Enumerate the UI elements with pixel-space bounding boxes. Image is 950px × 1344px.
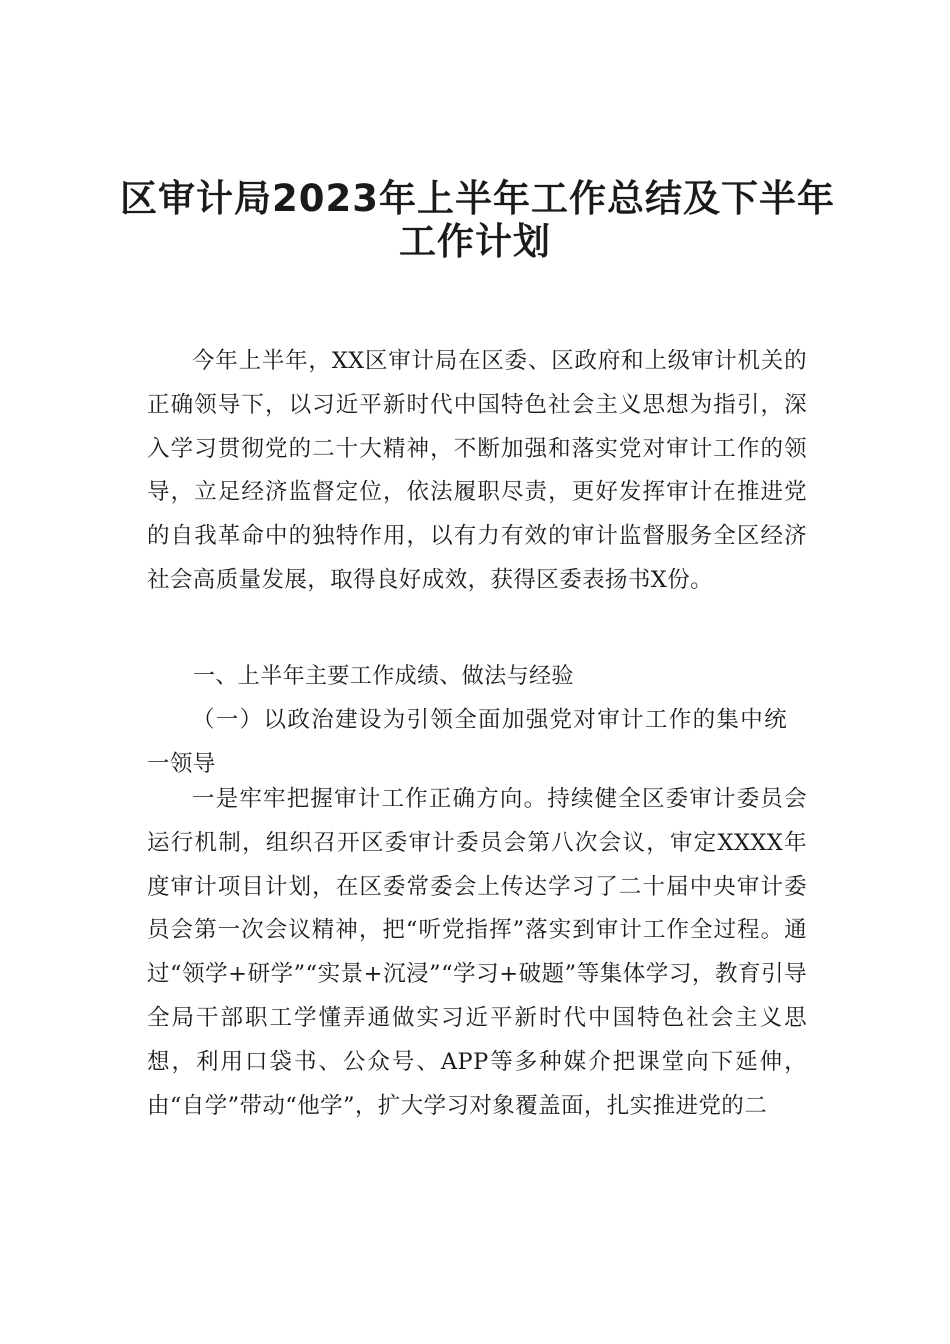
body-paragraph-1: 一是牢牢把握审计工作正确方向。持续健全区委审计委员会运行机制，组织召开区委审计委员会第八次会议，审定XXXX年度审计项目计划，在区委常委会上传达学习了二十届中央审计委员会第一次会议精神，把“听党指挥”落实到审计工作全过程。通过“领学+研学”“实景+沉浸”“学习+破题”等集体学习，教育引导全局干部职工学懂弄通做实习近平新时代中国特色社会主义思想，利用口袋书、公众号、APP等多种媒介把课堂向下延伸，由“自学”带动“他学”，扩大学习对象覆盖面，扎实推进党的二 bbox=[147, 786, 807, 1119]
section-heading-2: （一）以政治建设为引领全面加强党对审计工作的集中统一领导 bbox=[147, 707, 787, 777]
intro-paragraph: 今年上半年，XX区审计局在区委、区政府和上级审计机关的正确领导下，以习近平新时代中国特色社会主义思想为指引，深入学习贯彻党的二十大精神，不断加强和落实党对审计工作的领导，立足经济监督定位，依法履职尽责，更好发挥审计在推进党的自我革命中的独特作用，以有力有效的审计监督服务全区经济社会高质量发展，取得良好成效，获得区委表扬书X份。 bbox=[147, 348, 807, 593]
section-heading-1: 一、上半年主要工作成绩、做法与经验 bbox=[193, 664, 574, 689]
document-title-line-2: 工作计划 bbox=[399, 220, 551, 263]
document-title-line-1: 区审计局2023年上半年工作总结及下半年 bbox=[120, 177, 835, 220]
